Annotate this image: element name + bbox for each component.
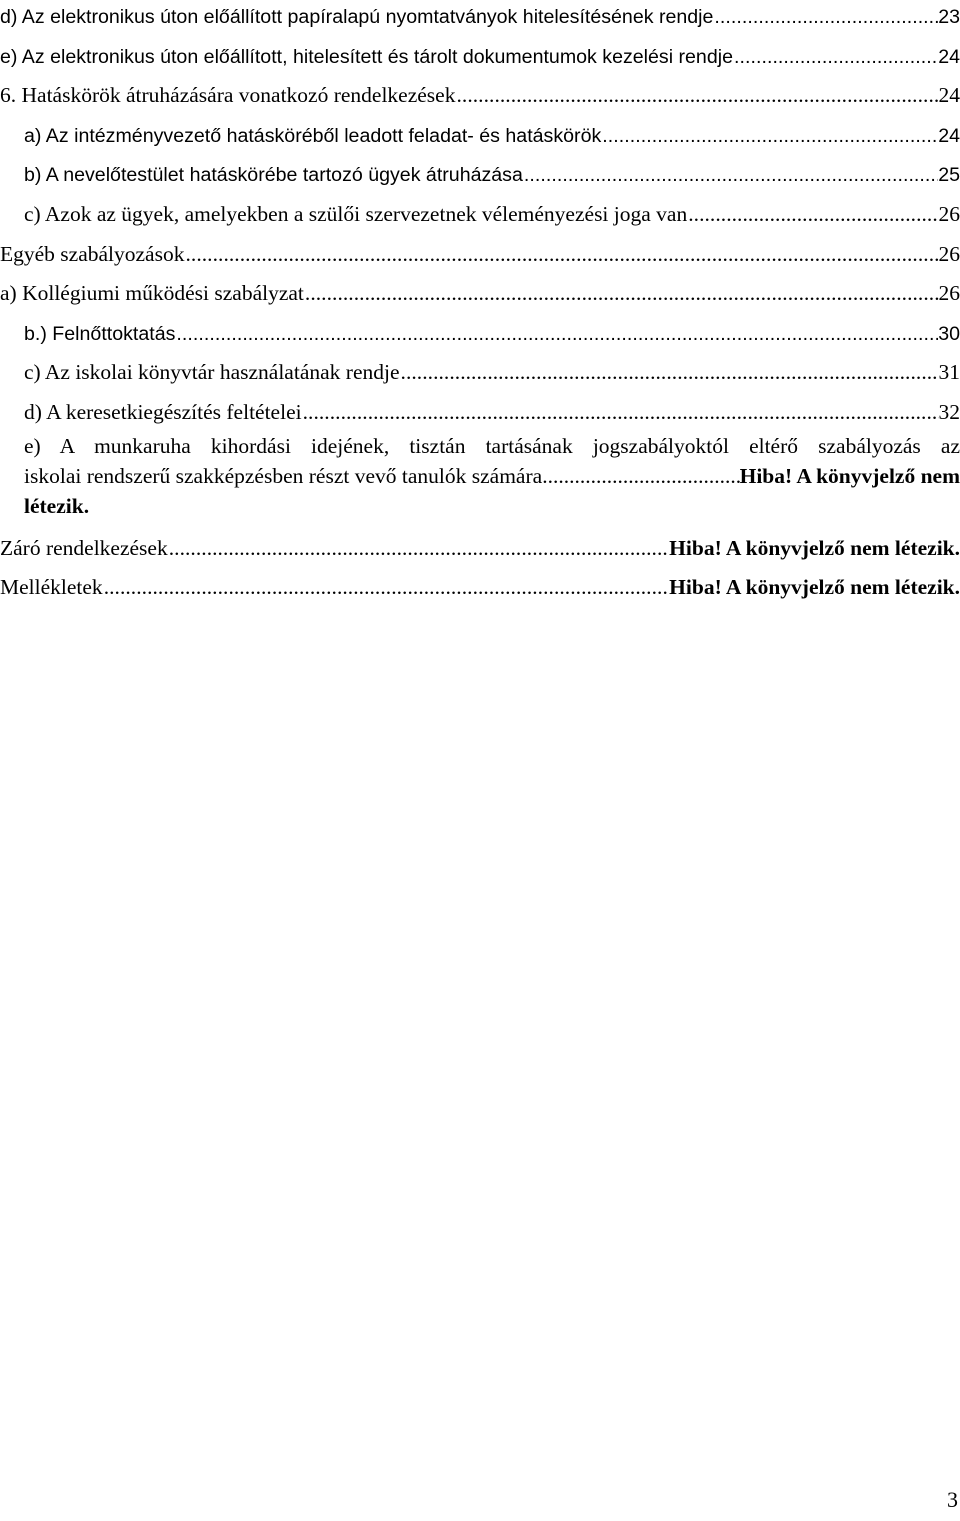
toc-entry[interactable] (0, 28, 960, 68)
toc-entry-page: 26 (938, 202, 960, 227)
toc-entry[interactable] (0, 107, 960, 147)
toc-entry[interactable] (0, 521, 960, 560)
toc-entry[interactable] (0, 186, 960, 226)
page-number: 3 (947, 1487, 958, 1512)
toc-entry-page: 32 (938, 400, 960, 425)
toc-leader-dots (733, 48, 938, 68)
toc-entry-title: a) Az intézményvezető hatásköréből leadott feladat- és hatáskörök (24, 124, 602, 147)
toc-entry-page: 23 (938, 6, 960, 28)
toc-leader-dots (184, 244, 938, 266)
toc-entry-title: d) Az elektronikus úton előállított papíralapú nyomtatványok hitelesítésének rendje (0, 6, 714, 28)
toc-entry[interactable] (0, 305, 960, 345)
toc-leader-dots (523, 166, 938, 186)
toc-entry-page: 30 (938, 322, 960, 345)
toc-entry[interactable] (0, 146, 960, 186)
toc-entry-multiline[interactable] (0, 424, 960, 521)
toc-entry[interactable] (0, 560, 960, 599)
toc-entry[interactable] (0, 226, 960, 266)
toc-leader-dots (601, 127, 938, 147)
toc-leader-dots (687, 204, 938, 226)
toc-leader-dots (302, 402, 939, 424)
toc-entry[interactable] (0, 384, 960, 424)
toc-entry[interactable] (0, 67, 960, 107)
toc-entry-title: b.) Felnőttoktatás (24, 322, 176, 345)
toc-entry-title: Egyéb szabályozások (0, 241, 185, 266)
toc-entry[interactable] (0, 265, 960, 305)
toc-leader-dots (455, 85, 938, 107)
toc-entry-page: 24 (938, 45, 960, 68)
toc-entry-page: 24 (938, 83, 960, 108)
toc-leader-dots (400, 362, 939, 384)
toc-entry-title: e) Az elektronikus úton előállított, hitelesített és tárolt dokumentumok kezelési rendje (0, 45, 733, 68)
toc-leader-dots (175, 325, 938, 345)
toc-entry-page: 25 (938, 164, 960, 187)
toc-leader-dots (304, 283, 939, 305)
toc-entry-title: Mellékletek (0, 575, 103, 600)
toc-entry-page: 26 (938, 241, 960, 266)
toc-entry[interactable] (0, 0, 960, 28)
toc-entry-title: d) A keresetkiegészítés feltételei (24, 400, 302, 425)
toc-entry[interactable] (0, 344, 960, 384)
toc-entry-title: 6. Hatáskörök átruházására vonatkozó rendelkezések (0, 83, 456, 108)
toc-entry-title-line1: e) A munkaruha kihordási idejének, tisztán tartásának jogszabályoktól eltérő szabályozás az (24, 433, 960, 458)
toc-leader-dots (103, 577, 669, 599)
toc-entry-title: c) Az iskolai könyvtár használatának rendje (24, 360, 400, 385)
toc-leader-dots (542, 461, 739, 491)
toc-leader-dots (713, 8, 938, 28)
bookmark-error-text: Hiba! A könyvjelző nem létezik. (669, 536, 960, 561)
toc-entry-page: 31 (938, 360, 960, 385)
toc-entry-title-line2: iskolai rendszerű szakképzésben részt vevő tanulók számára (24, 463, 543, 488)
toc-entry-title: Záró rendelkezések (0, 536, 168, 561)
bookmark-error-text-continued: létezik. (24, 493, 90, 518)
toc-entry-title: b) A nevelőtestület hatáskörébe tartozó ügyek átruházása (24, 164, 523, 187)
toc-entry-title: c) Azok az ügyek, amelyekben a szülői szervezetnek véleményezési joga van (24, 202, 688, 227)
toc-entry-title-line2-row (24, 461, 960, 491)
toc-entry-page: 26 (938, 281, 960, 306)
toc-leader-dots (168, 538, 669, 560)
table-of-contents (0, 0, 960, 599)
toc-entry-title: a) Kollégiumi működési szabályzat (0, 281, 304, 306)
toc-entry-page: 24 (938, 124, 960, 147)
bookmark-error-text: Hiba! A könyvjelző nem létezik. (669, 575, 960, 600)
bookmark-error-text: Hiba! A könyvjelző nem (739, 463, 960, 488)
